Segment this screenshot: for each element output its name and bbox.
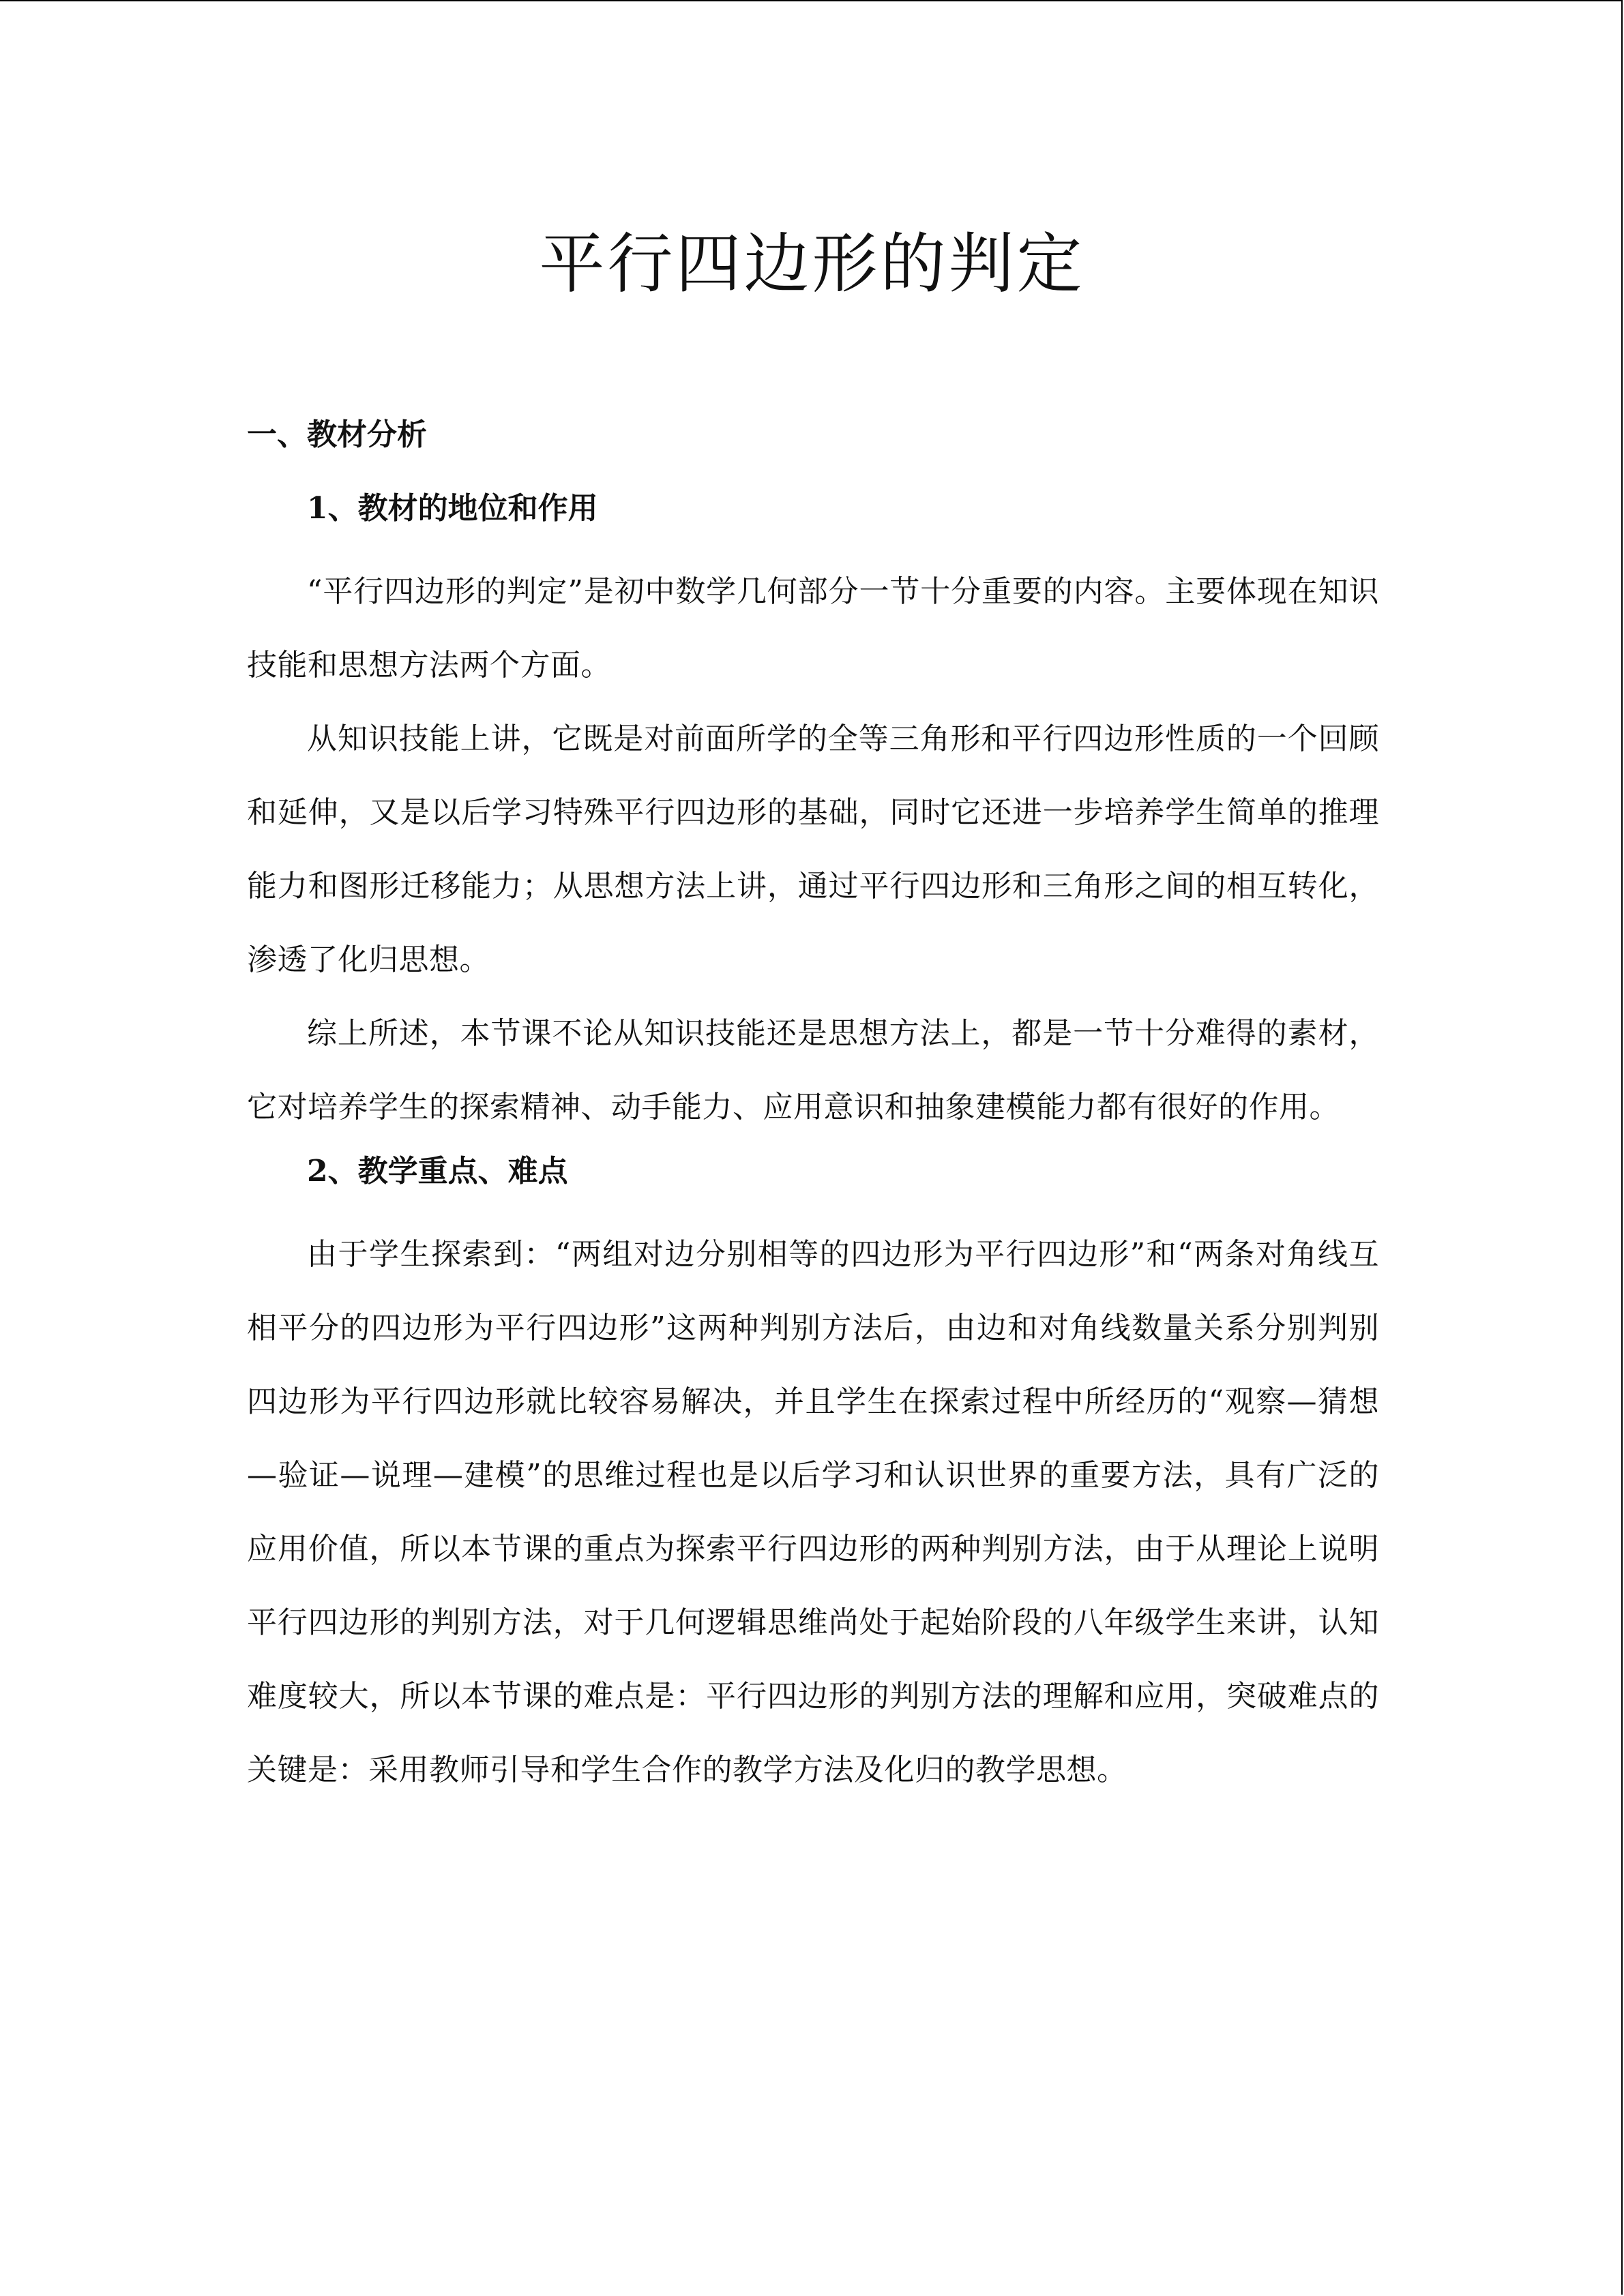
subsection-heading-key-and-difficult-points: 2、教学重点、难点 — [307, 1154, 568, 1189]
section-heading-textbook-analysis: 一、教材分析 — [247, 417, 427, 452]
document-body — [247, 408, 1379, 1807]
paragraph: 由于学生探索到：“两组对边分别相等的四边形为平行四边形”和“两条对角线互相平分的四边形为平行四边形”这两种判别方法后，由边和对角线数量关系分别判别四边形为平行四边形就比较容易解决，并且学生在探索过程中所经历的“观察—猜想—验证—说理—建模”的思维过程也是以后学习和认识世界的重要方法，具有广泛的应用价值，所以本节课的重点为探索平行四边形的两种判别方法，由于从理论上说明平行四边形的判别方法，对于几何逻辑思维尚处于起始阶段的八年级学生来讲，认知难度较大，所以本节课的难点是：平行四边形的判别方法的理解和应用，突破难点的关键是：采用教师引导和学生合作的教学方法及化归的教学思想。 — [247, 1237, 1379, 1787]
paragraph: “平行四边形的判定”是初中数学几何部分一节十分重要的内容。主要体现在知识技能和思想方法两个方面。 — [247, 574, 1379, 683]
page-title: 平行四边形的判定 — [539, 226, 1085, 302]
subsection-heading-status-and-role: 1、教材的地位和作用 — [307, 491, 598, 526]
paragraph: 综上所述，本节课不论从知识技能还是思想方法上，都是一节十分难得的素材，它对培养学生的探索精神、动手能力、应用意识和抽象建模能力都有很好的作用。 — [247, 1016, 1379, 1124]
paragraph: 从知识技能上讲，它既是对前面所学的全等三角形和平行四边形性质的一个回顾和延伸，又是以后学习特殊平行四边形的基础，同时它还进一步培养学生简单的推理能力和图形迁移能力；从思想方法上讲，通过平行四边形和三角形之间的相互转化，渗透了化归思想。 — [247, 721, 1379, 977]
